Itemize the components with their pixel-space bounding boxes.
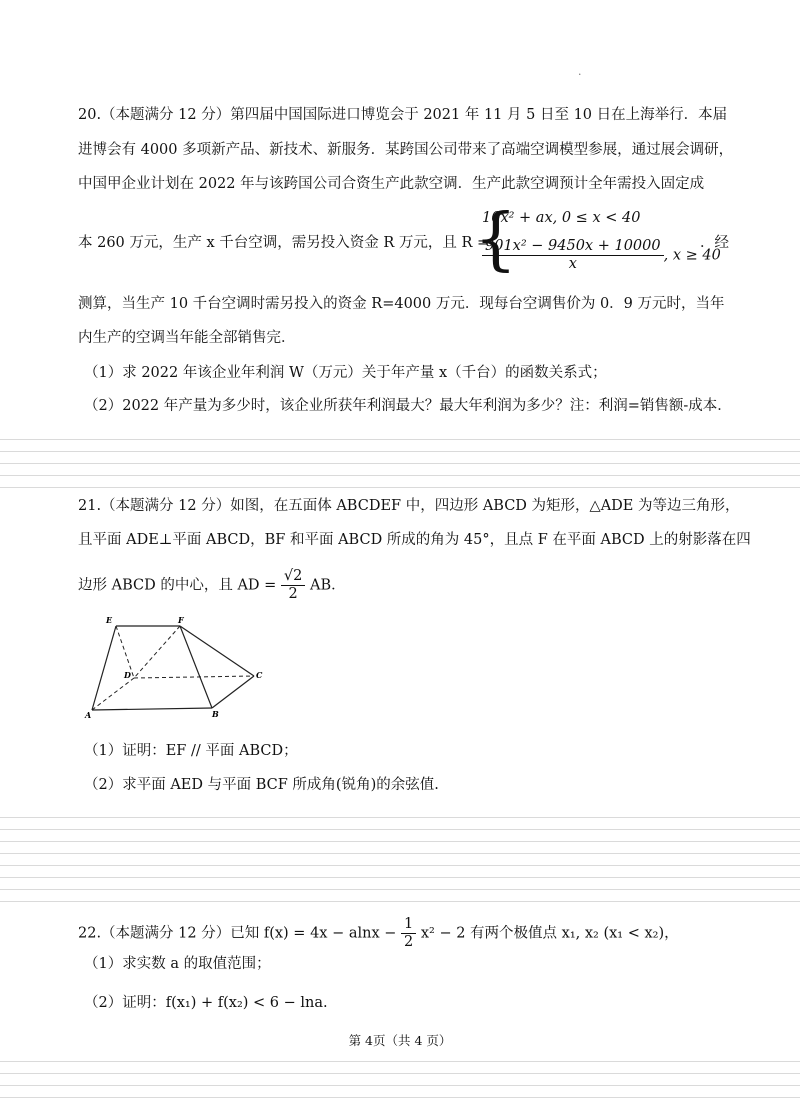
edge-FC <box>180 626 254 676</box>
q21-line-3-suffix: AB． <box>310 577 346 594</box>
q21-line-2: 且平面 ADE⊥平面 ABCD，BF 和平面 ABCD 所成的角为 45°，且点 F 在平面 ABCD 上的射影落在四 <box>78 532 751 548</box>
q20-line-6: 内生产的空调当年能全部销售完． <box>78 330 296 346</box>
left-brace: { <box>474 200 518 279</box>
q20-subquestion-2: （2）2022 年产量为多少时，该企业所获年利润最大？最大年利润为多少？注：利润=销售额-成本． <box>84 398 732 414</box>
q20-line-3: 中国甲企业计划在 2022 年与该跨国公司合资生产此款空调．生产此款空调预计全年需投入固定成 <box>78 176 705 192</box>
q22-subquestion-2: （2）证明：f(x₁) + f(x₂) < 6 − lna. <box>84 995 328 1011</box>
q22-line-1-prefix: 22.（本题满分 12 分）已知 f(x) = 4x − alnx − <box>78 925 397 942</box>
q21-frac-denominator: 2 <box>288 586 298 602</box>
edge-AD <box>92 678 134 710</box>
edge-BC <box>212 676 254 708</box>
corner-mark: · <box>578 68 582 81</box>
q21-subquestion-1: （1）证明：EF // 平面 ABCD； <box>84 743 298 759</box>
piece-2-denominator: x <box>568 256 577 272</box>
edge-FD <box>134 626 180 678</box>
label-D: D <box>124 670 131 680</box>
q22-frac-denominator: 2 <box>404 934 414 950</box>
edge-AB <box>92 708 212 710</box>
q20-line-4-suffix: ．经 <box>700 235 729 251</box>
q20-subquestion-1: （1）求 2022 年该企业年利润 W（万元）关于年产量 x（千台）的函数关系式； <box>84 365 607 381</box>
q22-subquestion-1: （1）求实数 a 的取值范围； <box>84 956 271 972</box>
q21-line-3 <box>78 568 346 603</box>
answer-area-1 <box>0 428 800 490</box>
q21-frac-numerator: √2 <box>281 568 305 586</box>
q22-line-1 <box>78 916 679 951</box>
q20-line-5: 测算，当生产 10 千台空调时需另投入的资金 R=4000 万元．现每台空调售价为 0．9 万元时，当年 <box>78 296 725 312</box>
pentahedron-figure <box>84 614 274 720</box>
q21-subquestion-2: （2）求平面 AED 与平面 BCF 所成角(锐角)的余弦值. <box>84 777 439 793</box>
edge-AE <box>92 626 116 710</box>
q20-line-1: 20.（本题满分 12 分）第四届中国国际进口博览会于 2021 年 11 月 5 日至 10 日在上海举行．本届 <box>78 107 728 123</box>
answer-area-3 <box>0 1050 800 1109</box>
edge-FB <box>180 626 212 708</box>
piece-2-condition: , x ≥ 40 <box>663 247 721 264</box>
label-B: B <box>212 709 219 719</box>
piece-2-numerator: 901x² − 9450x + 10000 <box>482 238 664 256</box>
label-C: C <box>256 670 263 680</box>
label-E: E <box>106 615 113 625</box>
piece-1: 10x² + ax, 0 ≤ x < 40 <box>482 210 641 226</box>
q20-line-4-prefix: 本 260 万元，生产 x 千台空调，需另投入资金 R 万元，且 R = <box>78 235 490 251</box>
q22-line-1-suffix: x² − 2 有两个极值点 x₁, x₂ (x₁ < x₂)， <box>420 925 679 942</box>
answer-area-2 <box>0 806 800 906</box>
q21-line-3-prefix: 边形 ABCD 的中心，且 AD = <box>78 577 277 594</box>
q22-frac-numerator: 1 <box>401 916 416 934</box>
label-F: F <box>178 615 184 625</box>
q21-line-1: 21.（本题满分 12 分）如图，在五面体 ABCDEF 中，四边形 ABCD 为矩形，△ADE 为等边三角形， <box>78 498 740 514</box>
label-A: A <box>85 710 92 720</box>
q20-line-2: 进博会有 4000 多项新产品、新技术、新服务．某跨国公司带来了高端空调模型参展，通过展会调研， <box>78 142 734 158</box>
piece-2 <box>482 238 721 273</box>
edge-DC <box>134 676 254 678</box>
page-footer: 第 4页（共 4 页） <box>348 1033 452 1048</box>
